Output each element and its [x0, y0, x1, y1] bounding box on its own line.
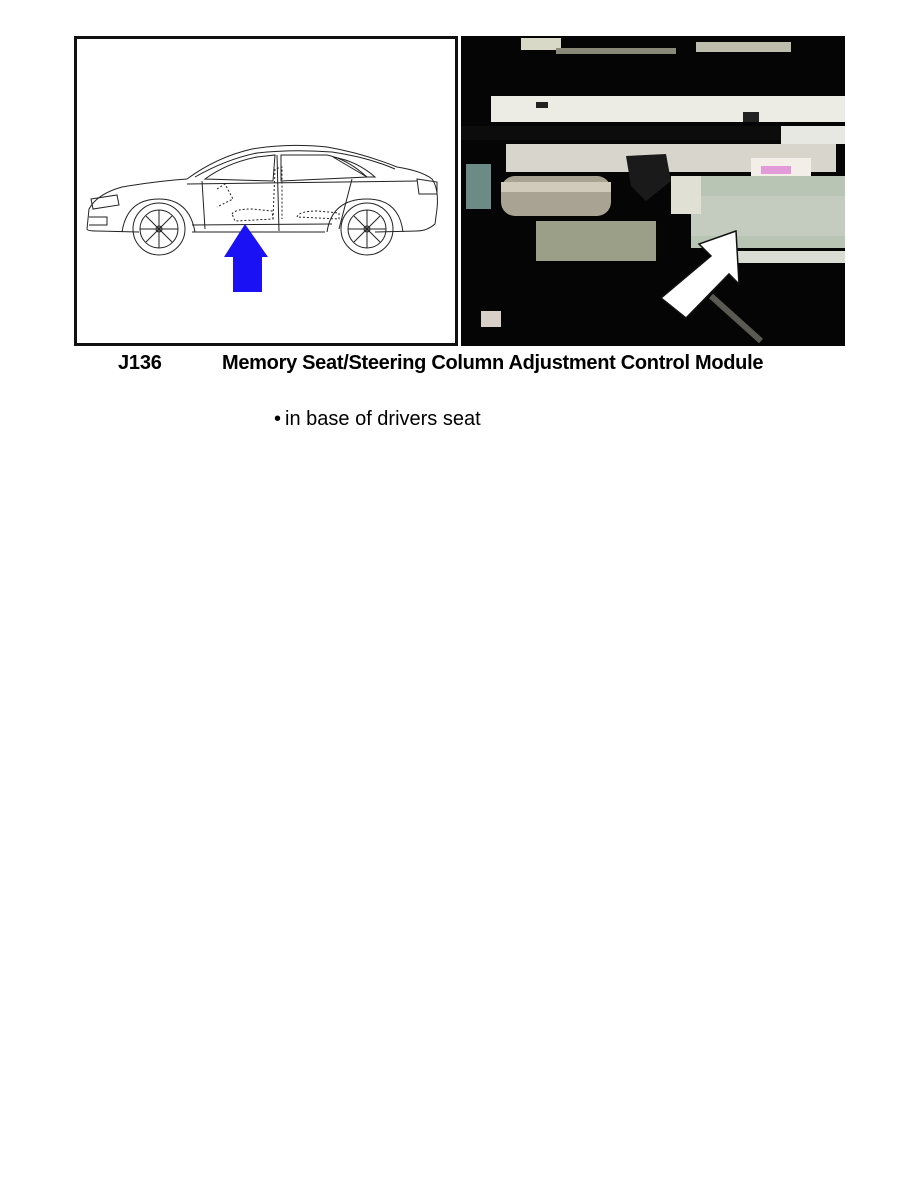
location-note-text: in base of drivers seat: [285, 408, 481, 430]
module-photo-illustration: [461, 36, 845, 346]
location-arrow-icon: [224, 224, 268, 292]
component-name: Memory Seat/Steering Column Adjustment Control Module: [222, 352, 764, 374]
car-location-diagram: [74, 36, 458, 346]
seat-base-photo: [461, 36, 845, 346]
location-note: [274, 408, 481, 431]
bullet-icon: •: [274, 408, 282, 430]
car-side-view-illustration: [77, 39, 455, 343]
component-code: J136: [118, 352, 162, 374]
